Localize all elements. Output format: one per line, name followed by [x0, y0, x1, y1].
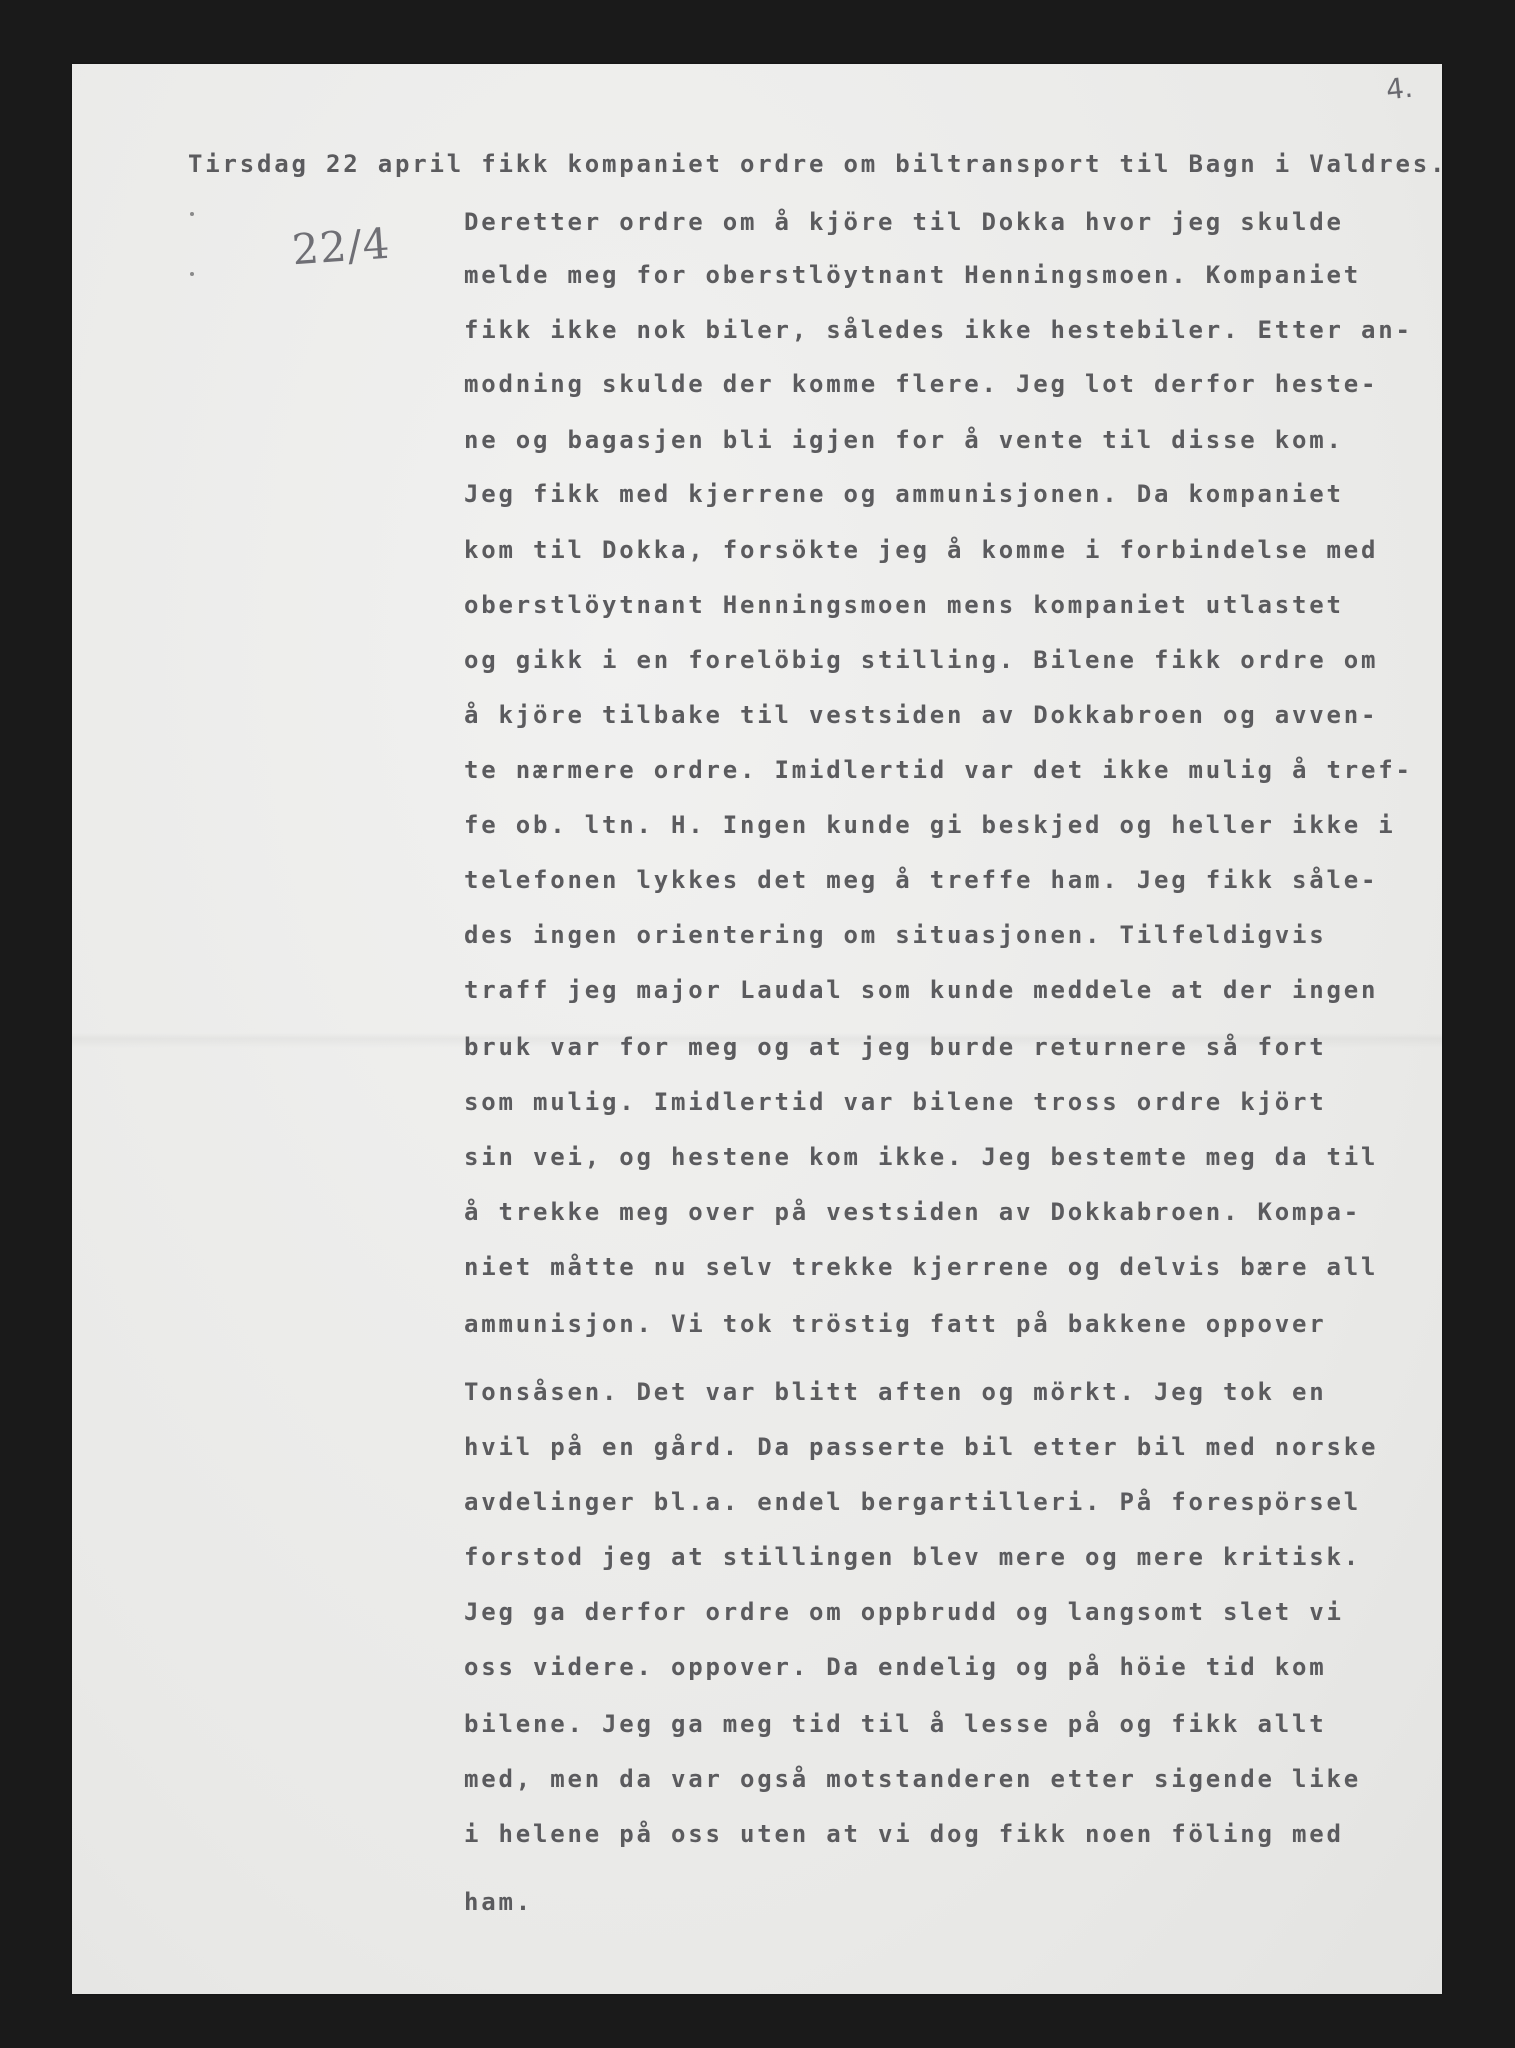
body-line: kom til Dokka, forsökte jeg å komme i forbindelse med	[464, 536, 1379, 564]
body-line: oberstlöytnant Henningsmoen mens kompaniet utlastet	[464, 591, 1344, 619]
body-line: melde meg for oberstlöytnant Henningsmoen. Kompaniet	[464, 261, 1361, 289]
body-line: bilene. Jeg ga meg tid til å lesse på og fikk allt	[464, 1710, 1327, 1738]
body-line: Jeg fikk med kjerrene og ammunisjonen. Da kompaniet	[464, 480, 1344, 508]
body-line: ne og bagasjen bli igjen for å vente til disse kom.	[464, 426, 1344, 454]
body-line: i helene på oss uten at vi dog fikk noen föling med	[464, 1820, 1344, 1848]
body-line: ham.	[464, 1888, 533, 1916]
body-line: des ingen orientering om situasjonen. Tilfeldigvis	[464, 921, 1327, 949]
body-line: ammunisjon. Vi tok tröstig fatt på bakkene oppover	[464, 1310, 1327, 1338]
body-line: telefonen lykkes det meg å treffe ham. Jeg fikk såle-	[464, 866, 1379, 894]
body-line: Tirsdag 22 april fikk kompaniet ordre om biltransport til Bagn i Valdres.	[188, 150, 1448, 178]
body-line: Jeg ga derfor ordre om oppbrudd og langsomt slet vi	[464, 1598, 1344, 1626]
body-line: fikk ikke nok biler, således ikke hestebiler. Etter an-	[464, 316, 1413, 344]
body-line: med, men da var også motstanderen etter sigende like	[464, 1765, 1361, 1793]
body-line: å kjöre tilbake til vestsiden av Dokkabroen og avven-	[464, 701, 1379, 729]
body-line: niet måtte nu selv trekke kjerrene og delvis bære all	[464, 1253, 1379, 1281]
body-line: og gikk i en forelöbig stilling. Bilene fikk ordre om	[464, 646, 1379, 674]
body-line: avdelinger bl.a. endel bergartilleri. På forespörsel	[464, 1488, 1361, 1516]
body-line: Deretter ordre om å kjöre til Dokka hvor jeg skulde	[464, 208, 1344, 236]
body-line: sin vei, og hestene kom ikke. Jeg bestemte meg da til	[464, 1143, 1379, 1171]
body-line: oss videre. oppover. Da endelig og på höie tid kom	[464, 1653, 1327, 1681]
body-line: te nærmere ordre. Imidlertid var det ikke mulig å tref-	[464, 756, 1413, 784]
body-line: som mulig. Imidlertid var bilene tross ordre kjört	[464, 1088, 1327, 1116]
handwritten-margin-note: 22/4	[290, 218, 392, 275]
body-line: traff jeg major Laudal som kunde meddele at der ingen	[464, 976, 1379, 1004]
body-line: Tonsåsen. Det var blitt aften og mörkt. Jeg tok en	[464, 1378, 1327, 1406]
body-line: forstod jeg at stillingen blev mere og mere kritisk.	[464, 1543, 1361, 1571]
body-line: fe ob. ltn. H. Ingen kunde gi beskjed og heller ikke i	[464, 811, 1396, 839]
page-number: 4.	[1384, 70, 1415, 107]
body-line: å trekke meg over på vestsiden av Dokkabroen. Kompa-	[464, 1198, 1361, 1226]
body-line: hvil på en gård. Da passerte bil etter bil med norske	[464, 1433, 1379, 1461]
body-line: bruk var for meg og at jeg burde returnere så fort	[464, 1033, 1327, 1061]
body-line: modning skulde der komme flere. Jeg lot derfor heste-	[464, 370, 1379, 398]
